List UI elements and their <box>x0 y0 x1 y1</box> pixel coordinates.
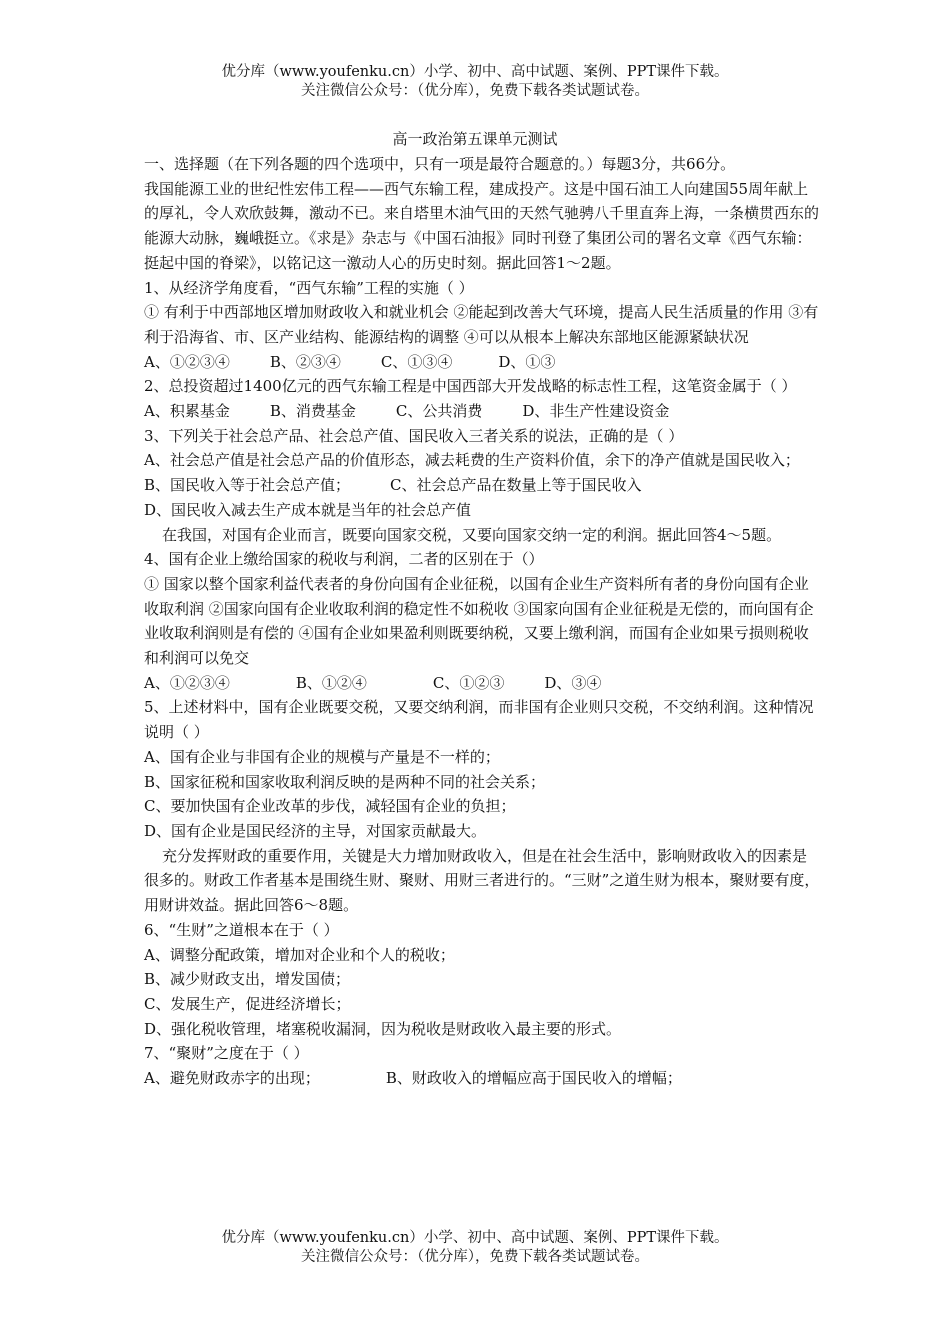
option: B、财政收入的增幅应高于国民收入的增幅； <box>385 1069 682 1088</box>
page-header <box>0 63 950 101</box>
question-3-options-bc <box>144 473 820 498</box>
question-1-options <box>144 350 820 375</box>
option: C、①②③ <box>432 673 505 692</box>
question-4-options <box>144 671 820 696</box>
question-5-option-c: C、要加快国有企业改革的步伐，减轻国有企业的负担； <box>144 797 516 816</box>
question-5-option-b: B、国家征税和国家收取利润反映的是两种不同的社会关系； <box>144 772 546 791</box>
header-line-2: 关注微信公众号：（优分库），免费下载各类试题试卷。 <box>301 83 649 99</box>
option: B、①②④ <box>295 673 367 692</box>
passage-1: 我国能源工业的世纪性宏伟工程——西气东输工程，建成投产。这是中国石油工人向建国55周年献上的厚礼，令人欢欣鼓舞，激动不已。来自塔里木油气田的天然气驰骋八千里直奔上海，一条横贯西东的能源大动脉，巍峨挺立。《求是》杂志与《中国石油报》同时刊登了集团公司的署名文章《西气东输：挺起中国的脊梁》，以铭记这一激动人心的历史时刻。据此回答1～2题。 <box>144 179 820 272</box>
option: C、公共消费 <box>395 402 483 421</box>
question-5-stem: 5、上述材料中，国有企业既要交税，又要交纳利润，而非国有企业则只交税，不交纳利润。这种情况说明（ ） <box>144 698 814 742</box>
option: A、①②③④ <box>144 352 230 371</box>
page-footer <box>0 1229 950 1267</box>
question-1-items: ① 有利于中西部地区增加财政收入和就业机会 ②能起到改善大气环境，提高人民生活质量的作用 ③有利于沿海省、市、区产业结构、能源结构的调整 ④可以从根本上解决东部地区能源紧缺状况 <box>144 303 819 346</box>
question-3-stem: 3、下列关于社会总产品、社会总产值、国民收入三者关系的说法，正确的是（ ） <box>144 426 684 445</box>
question-5-option-a: A、国有企业与非国有企业的规模与产量是不一样的； <box>144 747 500 766</box>
option: A、①②③④ <box>144 673 230 692</box>
option: C、社会总产品在数量上等于国民收入 <box>390 476 642 495</box>
document-body <box>144 152 820 1091</box>
footer-line-2: 关注微信公众号：（优分库），免费下载各类试题试卷。 <box>301 1249 649 1265</box>
question-6-option-d: D、强化税收管理，堵塞税收漏洞，因为税收是财政收入最主要的形式。 <box>144 1019 622 1038</box>
passage-2: 在我国，对国有企业而言，既要向国家交税，又要向国家交纳一定的利润。据此回答4～5题。 <box>162 525 782 544</box>
passage-3: 充分发挥财政的重要作用，关键是大力增加财政收入，但是在社会生活中，影响财政收入的因素是很多的。财政工作者基本是围绕生财、聚财、用财三者进行的。“三财”之道生财为根本，聚财要有度，用财讲效益。据此回答6～8题。 <box>144 846 820 915</box>
option: D、③④ <box>544 673 602 692</box>
question-7-options-ab <box>144 1066 820 1091</box>
header-line-1: 优分库（www.youfenku.cn）小学、初中、高中试题、案例、PPT课件下载。 <box>221 64 729 80</box>
question-4-items: ① 国家以整个国家利益代表者的身份向国有企业征税，以国有企业生产资料所有者的身份向国有企业收取利润 ②国家向国有企业收取利润的稳定性不如税收 ③国家向国有企业征税是无偿的，而向国有企业收取利润则是有偿的 ④国有企业如果盈利则既要纳税，又要上缴利润，而国有企业如果亏损则税收和利润可以免交 <box>144 574 814 668</box>
option: A、积累基金 <box>144 402 230 421</box>
question-1-stem: 1、从经济学角度看，“西气东输”工程的实施（ ） <box>144 278 474 297</box>
option: B、②③④ <box>269 352 341 371</box>
page-title: 高一政治第五课单元测试 <box>392 130 558 148</box>
question-7-stem: 7、“聚财”之度在于（ ） <box>144 1044 309 1063</box>
footer-line-1: 优分库（www.youfenku.cn）小学、初中、高中试题、案例、PPT课件下载。 <box>221 1230 729 1246</box>
option: D、非生产性建设资金 <box>522 402 670 421</box>
option: A、避免财政赤字的出现； <box>144 1069 320 1088</box>
question-3-option-d: D、国民收入减去生产成本就是当年的社会总产值 <box>144 500 472 519</box>
question-4-stem: 4、国有企业上缴给国家的税收与利润，二者的区别在于（） <box>144 550 544 569</box>
question-5-option-d: D、国有企业是国民经济的主导，对国家贡献最大。 <box>144 821 487 840</box>
question-3-option-a: A、社会总产值是社会总产品的价值形态，减去耗费的生产资料价值，余下的净产值就是国民收入； <box>144 451 800 470</box>
question-2-options <box>144 399 820 424</box>
option: B、国民收入等于社会总产值； <box>144 476 351 495</box>
question-2-stem: 2、总投资超过1400亿元的西气东输工程是中国西部大开发战略的标志性工程，这笔资金属于（ ） <box>144 377 797 396</box>
option: D、①③ <box>498 352 556 371</box>
question-6-option-c: C、发展生产，促进经济增长； <box>144 994 351 1013</box>
option: C、①③④ <box>380 352 453 371</box>
question-6-option-a: A、调整分配政策，增加对企业和个人的税收； <box>144 945 455 964</box>
question-6-stem: 6、“生财”之道根本在于（ ） <box>144 920 339 939</box>
question-6-option-b: B、减少财政支出，增发国债； <box>144 970 351 989</box>
section-intro: 一、选择题（在下列各题的四个选项中，只有一项是最符合题意的。）每题3分，共66分。 <box>144 155 736 173</box>
option: B、消费基金 <box>269 402 356 421</box>
